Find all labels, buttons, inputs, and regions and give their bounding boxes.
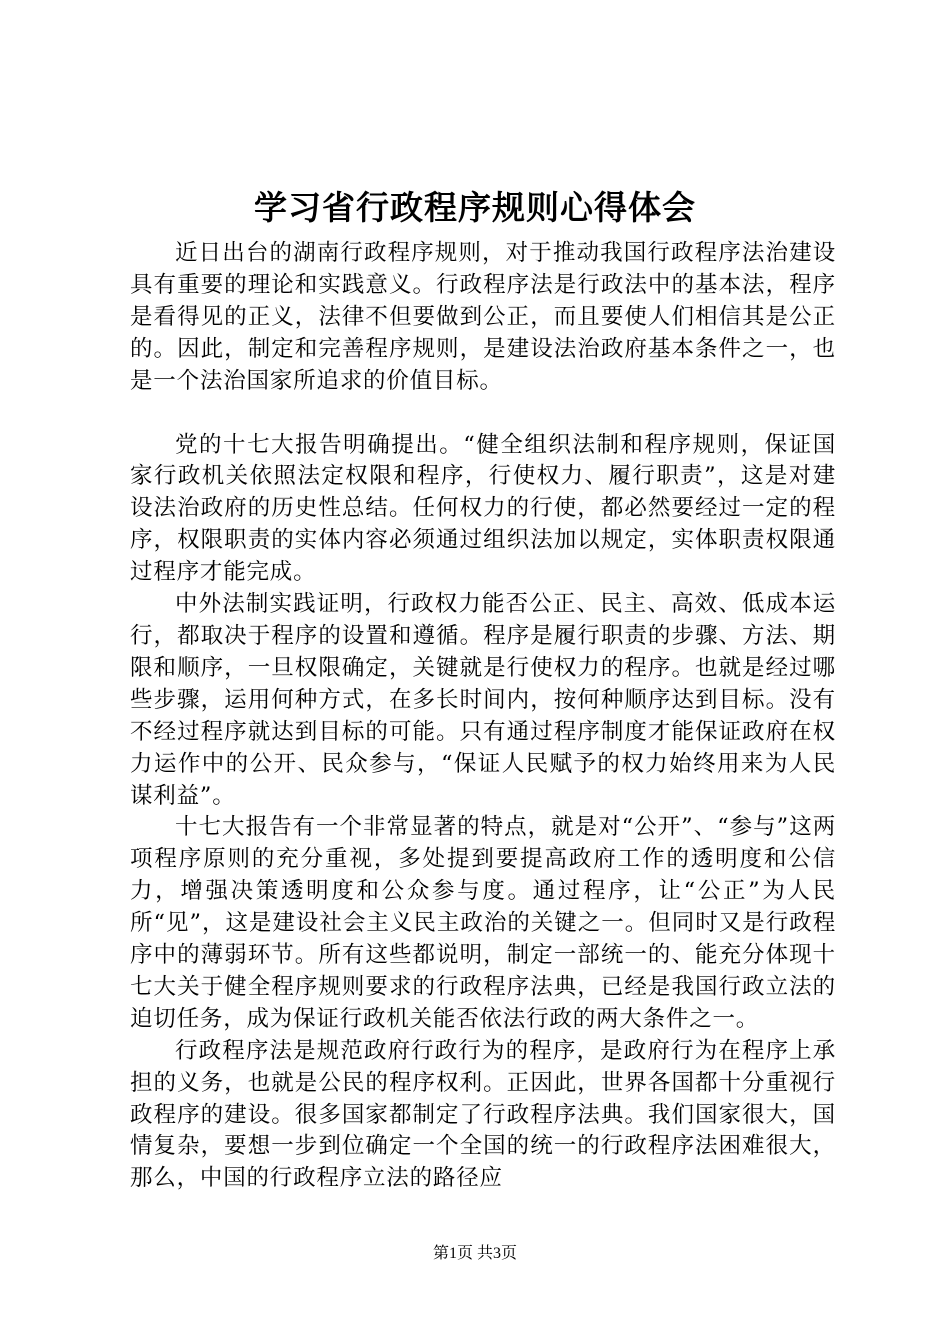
paragraph-1: 近日出台的湖南行政程序规则，对于推动我国行政程序法治建设具有重要的理论和实践意义。行政程序法是行政法中的基本法，程序是看得见的正义，法律不但要做到公正，而且要使人们相信其是公正的。因此，制定和完善程序规则，是建设法治政府基本条件之一，也是一个法治国家所追求的价值目标。 bbox=[130, 240, 836, 394]
document-title: 学习省行政程序规则心得体会 bbox=[254, 188, 696, 227]
paragraph-3: 中外法制实践证明，行政权力能否公正、民主、高效、低成本运行，都取决于程序的设置和遵循。程序是履行职责的步骤、方法、期限和顺序，一旦权限确定，关键就是行使权力的程序。也就是经过哪些步骤，运用何种方式，在多长时间内，按何种顺序达到目标。没有不经过程序就达到目标的可能。只有通过程序制度才能保证政府在权力运作中的公开、民众参与，“保证人民赋予的权力始终用来为人民谋利益”。 bbox=[130, 591, 836, 809]
paragraph-5: 行政程序法是规范政府行政行为的程序，是政府行为在程序上承担的义务，也就是公民的程序权利。正因此，世界各国都十分重视行政程序的建设。很多国家都制定了行政程序法典。我们国家很大，国情复杂，要想一步到位确定一个全国的统一的行政程序法困难很大，那么，中国的行政程序立法的路径应 bbox=[130, 1037, 836, 1192]
page-footer: 第1页 共3页 bbox=[432, 1245, 517, 1262]
paragraph-2: 党的十七大报告明确提出。“健全组织法制和程序规则，保证国家行政机关依照法定权限和程序，行使权力、履行职责”，这是对建设法治政府的历史性总结。任何权力的行使，都必然要经过一定的程序，权限职责的实体内容必须通过组织法加以规定，实体职责权限通过程序才能完成。 bbox=[130, 431, 836, 586]
document-body bbox=[130, 238, 836, 1195]
paragraph-4: 十七大报告有一个非常显著的特点，就是对“公开”、“参与”这两项程序原则的充分重视，多处提到要提高政府工作的透明度和公信力，增强决策透明度和公众参与度。通过程序，让“公正”为人民所“见”，这是建设社会主义民主政治的关键之一。但同时又是行政程序中的薄弱环节。所有这些都说明，制定一部统一的、能充分体现十七大关于健全程序规则要求的行政程序法典，已经是我国行政立法的迫切任务，成为保证行政机关能否依法行政的两大条件之一。 bbox=[130, 814, 836, 1032]
